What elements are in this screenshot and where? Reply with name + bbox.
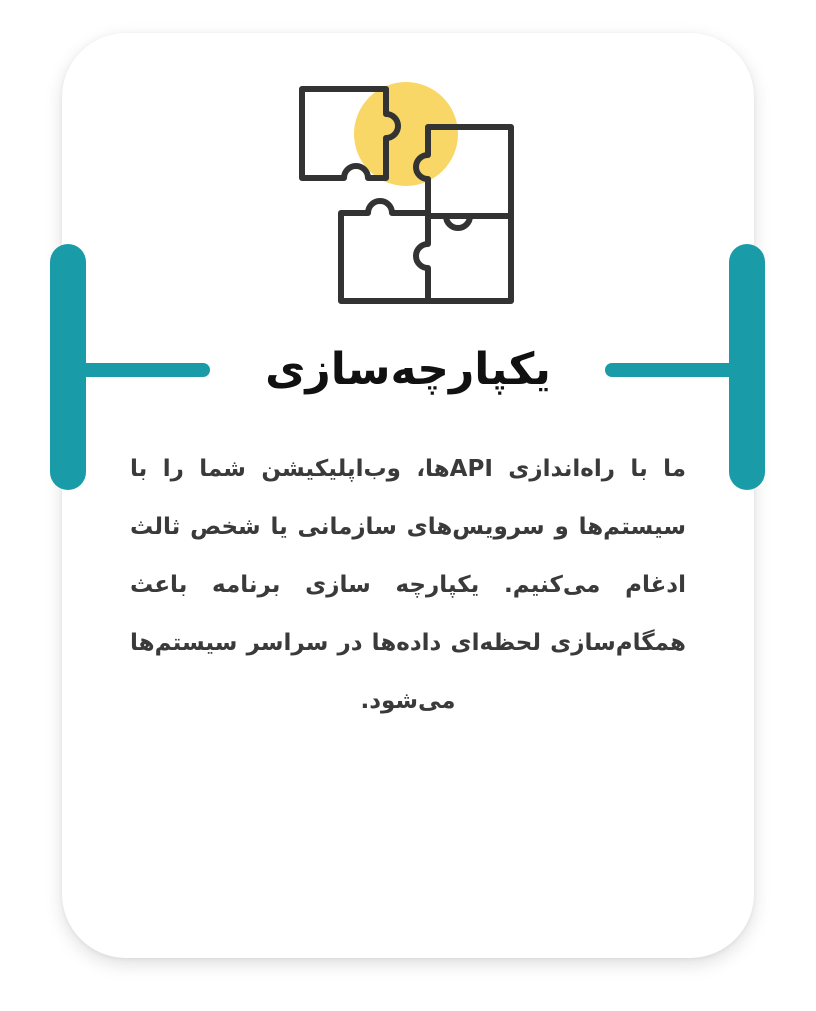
puzzle-pieces-icon	[296, 82, 520, 306]
card-description: ما با راه‌اندازی APIها، وب‌اپلیکیشن شما را با سیستم‌ها و سرویس‌های سازمانی یا شخص ثالث ادغام می‌کنیم. یکپارچه سازی برنامه باعث همگام‌سازی لحظه‌ای داده‌ها در سراسر سیستم‌ها می‌شود.	[130, 456, 686, 714]
puzzle-piece-bottom-left	[341, 201, 428, 301]
card-title: یکپارچه‌سازی	[265, 344, 551, 395]
highlight-circle	[354, 82, 458, 186]
left-connector-line	[78, 363, 210, 377]
right-connector-line	[605, 363, 741, 377]
puzzle-piece-bottom-right	[428, 216, 511, 301]
